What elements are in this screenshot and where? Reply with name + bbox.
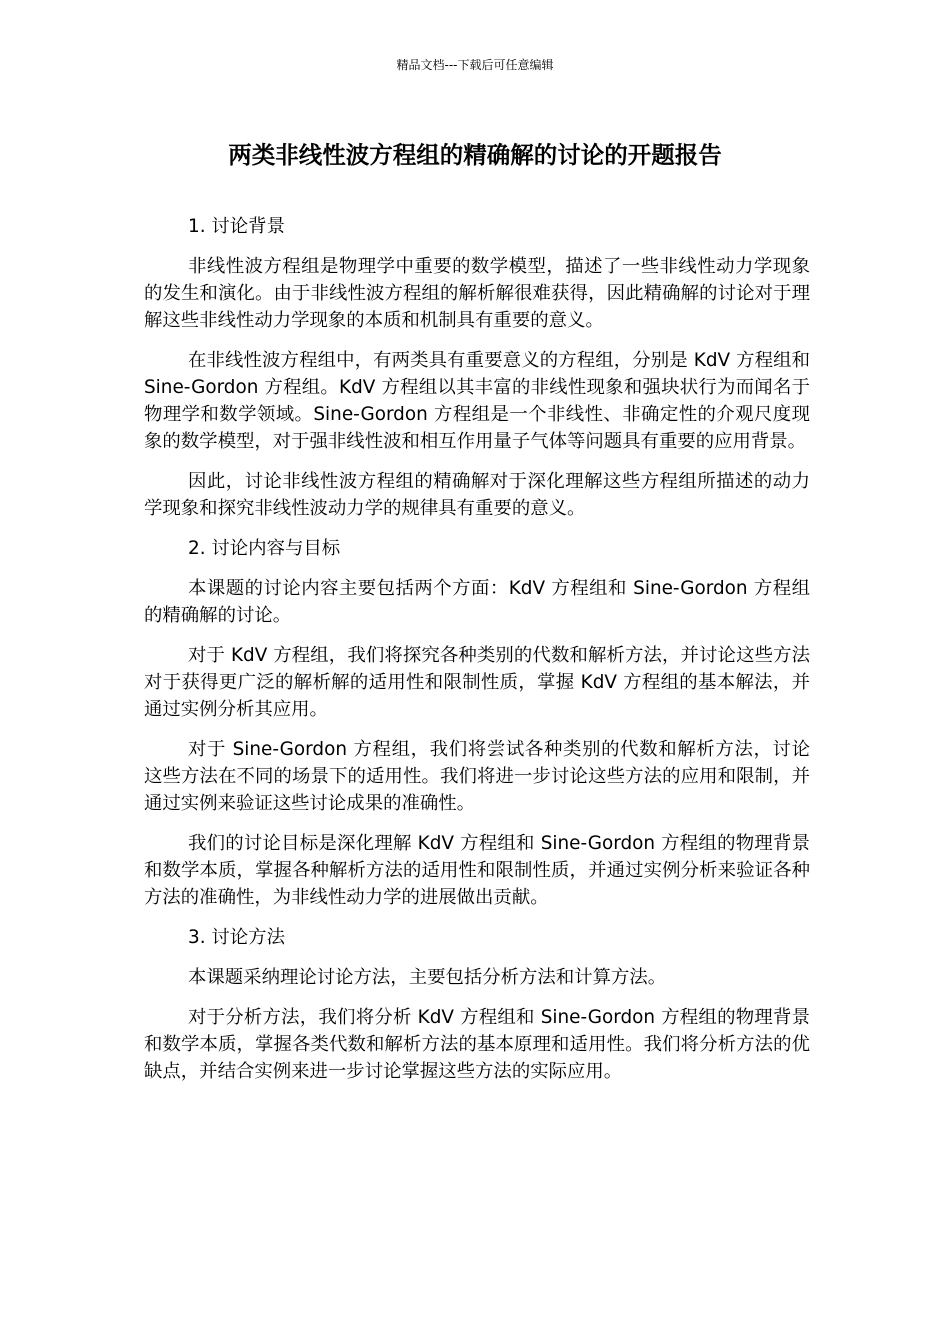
paragraph: 对于 KdV 方程组，我们将探究各种类别的代数和解析方法，并讨论这些方法对于获得更广泛的解析解的适用性和限制性质，掌握 KdV 方程组的基本解法，并通过实例分析其应用。 (144, 645, 810, 720)
paragraph: 因此，讨论非线性波方程组的精确解对于深化理解这些方程组所描述的动力学现象和探究非线性波动力学的规律具有重要的意义。 (144, 471, 810, 519)
section-heading-content-goals: 2. 讨论内容与目标 (188, 538, 341, 559)
paragraph: 非线性波方程组是物理学中重要的数学模型，描述了一些非线性动力学现象的发生和演化。由于非线性波方程组的解析解很难获得，因此精确解的讨论对于理解这些非线性动力学现象的本质和机制具有重要的意义。 (144, 256, 810, 331)
paragraph: 我们的讨论目标是深化理解 KdV 方程组和 Sine-Gordon 方程组的物理背景和数学本质，掌握各种解析方法的适用性和限制性质，并通过实例分析来验证各种方法的准确性，为非线性动力学的进展做出贡献。 (144, 833, 810, 908)
paragraph: 对于 Sine-Gordon 方程组，我们将尝试各种类别的代数和解析方法，讨论这些方法在不同的场景下的适用性。我们将进一步讨论这些方法的应用和限制，并通过实例来验证这些讨论成果的准确性。 (144, 739, 810, 814)
paragraph: 本课题的讨论内容主要包括两个方面：KdV 方程组和 Sine-Gordon 方程组的精确解的讨论。 (144, 578, 810, 626)
paragraph: 在非线性波方程组中，有两类具有重要意义的方程组，分别是 KdV 方程组和 Sine-Gordon 方程组。KdV 方程组以其丰富的非线性现象和强块状行为而闻名于物理学和数学领域。Sine-Gordon 方程组是一个非线性、非确定性的介观尺度现象的数学模型，对于强非线性波和相互作用量子气体等问题具有重要的应用背景。 (144, 350, 810, 452)
page-header: 精品文档---下载后可任意编辑 (396, 58, 554, 72)
paragraph: 本课题采纳理论讨论方法，主要包括分析方法和计算方法。 (188, 967, 667, 988)
section-heading-background: 1. 讨论背景 (188, 216, 285, 237)
section-heading-methods: 3. 讨论方法 (188, 927, 285, 948)
document-body (144, 213, 810, 1098)
document-title: 两类非线性波方程组的精确解的讨论的开题报告 (228, 141, 722, 169)
paragraph: 对于分析方法，我们将分析 KdV 方程组和 Sine-Gordon 方程组的物理背景和数学本质，掌握各类代数和解析方法的基本原理和适用性。我们将分析方法的优缺点，并结合实例来进一步讨论掌握这些方法的实际应用。 (144, 1007, 810, 1082)
